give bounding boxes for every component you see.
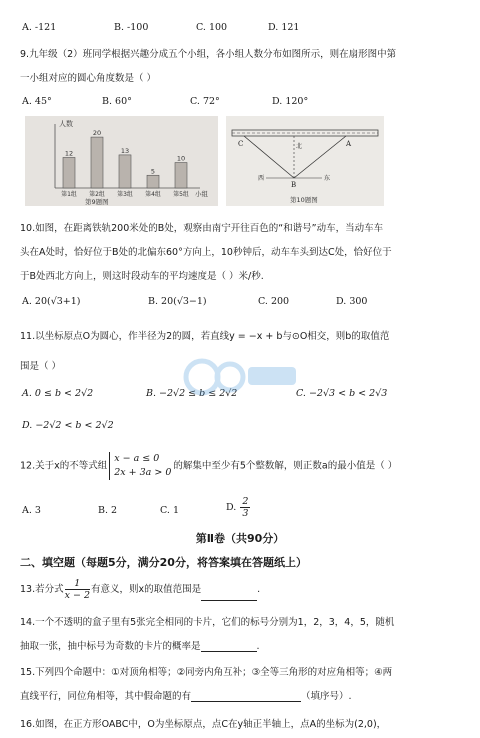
point-c-label: C [238, 140, 244, 148]
bar-value-label-5: 10 [176, 154, 186, 163]
bar-value-label-1: 12 [64, 149, 74, 158]
y-axis-label: 人数 [59, 120, 73, 128]
q12-tail: 的解集中至少有5个整数解，则正数a的最小值是（ ） [173, 460, 398, 472]
bar-value-label-2: 20 [92, 129, 102, 138]
figure-10-caption: 第10题图 [290, 196, 318, 204]
category-label-5: 第5组 [173, 191, 189, 198]
q8-option-a: A. -121 [22, 22, 57, 33]
q10-line3: 于B处西北方向上，则这时段动车的平均速度是（ ）米/秒. [20, 271, 264, 282]
q15-line2: 直线平行，同位角相等，其中假命题的有 [20, 691, 192, 702]
north-label: 北 [296, 143, 303, 150]
q12-line [20, 452, 397, 480]
q9-line1: 9.九年级（2）班同学根据兴趣分成五个小组，各小组人数分布如图所示，则在扇形图中第 [20, 49, 397, 60]
q12-option-d [226, 496, 251, 519]
q11-option-d: D. −2√2 < b < 2√2 [22, 420, 114, 431]
q12-option-b: B. 2 [98, 505, 118, 516]
figure-9-bar-chart [25, 116, 218, 206]
q12-system-line2: 2x + 3a > 0 [114, 467, 172, 478]
q13-lead: 13.若分式 [20, 584, 64, 595]
bar-5 [175, 163, 187, 188]
q9-option-b: B. 60° [102, 96, 132, 107]
q10-option-d: D. 300 [336, 296, 368, 307]
figure-10-diagram [226, 116, 384, 206]
q9-option-d: D. 120° [272, 96, 309, 107]
q10-line1: 10.如图，在距离铁轨200米处的B处，观察由南宁开往百色的“和谐号”动车，当动车车 [20, 223, 384, 234]
q15-line2-wrap [20, 688, 352, 702]
figure-9-caption: 第9题图 [85, 198, 109, 206]
q12-system-line1: x − a ≤ 0 [114, 453, 160, 464]
q11-option-b: B. −2√2 ≤ b ≤ 2√2 [146, 388, 238, 399]
q12-d-denominator: 3 [242, 508, 249, 519]
q12-lead: 12.关于x的不等式组 [20, 460, 108, 472]
q10-line2: 头在A处时，恰好位于B处的北偏东60°方向上，10秒钟后，动车车头到达C处，恰好位于 [20, 247, 392, 258]
bar-1 [63, 157, 75, 188]
q11-line1: 11.以坐标原点O为圆心，作半径为2的圆，若直线y = −x + b与⊙O相交，则b的取值范 [20, 331, 390, 342]
q8-option-c: C. 100 [196, 22, 228, 33]
q13-numerator: 1 [65, 578, 90, 590]
q14-line1: 14.一个不透明的盒子里有5张完全相同的卡片，它们的标号分别为1，2，3，4，5，随机 [20, 617, 395, 628]
line-bc [244, 136, 294, 178]
q13-answer-blank[interactable] [201, 590, 257, 601]
bar-3 [119, 155, 131, 188]
q12-option-c: C. 1 [160, 505, 180, 516]
q9-line2: 一小组对应的圆心角度数是（ ） [20, 73, 157, 84]
category-label-2: 第2组 [89, 191, 105, 198]
bar-2 [91, 137, 103, 188]
point-a-label: A [346, 140, 352, 148]
q12-inequality-system [109, 452, 171, 480]
q15-line1: 15.下列四个命题中：①对顶角相等；②同旁内角互补；③全等三角形的对应角相等；④两 [20, 667, 393, 678]
q10-option-a: A. 20(√3+1) [22, 296, 81, 307]
bar-value-label-4: 5 [150, 167, 156, 176]
q12-d-numerator: 2 [242, 496, 249, 507]
q11-option-c: C. −2√3 < b < 2√3 [296, 388, 388, 399]
q14-answer-blank[interactable] [201, 641, 257, 652]
part-2-title: 第Ⅱ卷（共90分） [195, 532, 285, 545]
q13-denominator: x − 2 [64, 590, 91, 601]
q11-option-a: A. 0 ≤ b < 2√2 [22, 388, 94, 399]
bar-4 [147, 175, 159, 188]
q8-option-d: D. 121 [268, 22, 300, 33]
railway-diagram-svg [226, 116, 384, 206]
q15-line2-tail: （填序号）. [301, 691, 352, 702]
q9-option-a: A. 45° [22, 96, 52, 107]
x-axis-label: 小组 [195, 190, 208, 198]
q13-tail: 有意义，则x的取值范围是 [91, 584, 202, 595]
east-label: 东 [324, 175, 331, 182]
site-watermark-logo [180, 355, 300, 399]
category-label-4: 第4组 [145, 191, 161, 198]
q13-line: 13.若分式 $\frac{1}{x - 2}$ 有意义，则x的取值范围是 . [20, 578, 261, 601]
q11-line2: 围是（ ） [20, 361, 62, 372]
category-label-3: 第3组 [117, 191, 133, 198]
q10-option-c: C. 200 [258, 296, 290, 307]
q12-option-d-label: D. [226, 502, 237, 513]
q12-option-a: A. 3 [22, 505, 41, 516]
section-2-title: 二、填空题（每题5分，满分20分，将答案填在答题纸上） [20, 556, 307, 569]
q16-line1: 16.如图，在正方形OABC中，O为坐标原点，点C在y轴正半轴上，点A的坐标为(2,0)， [20, 719, 387, 730]
q12-option-d-fraction [240, 496, 250, 519]
category-label-1: 第1组 [61, 191, 77, 198]
q13-fraction [65, 578, 90, 601]
q14-line2: 抽取一张，抽中标号为奇数的卡片的概率是 [20, 641, 201, 652]
bar-chart-svg [25, 116, 218, 206]
bar-value-label-3: 13 [120, 146, 130, 155]
q9-option-c: C. 72° [190, 96, 220, 107]
q15-answer-blank[interactable] [191, 691, 301, 702]
q10-option-b: B. 20(√3−1) [148, 296, 207, 307]
q8-option-b: B. -100 [114, 22, 149, 33]
point-b-label: B [291, 181, 297, 189]
west-label: 西 [258, 175, 265, 182]
q14-line2-wrap: 抽取一张，抽中标号为奇数的卡片的概率是 . [20, 641, 260, 652]
